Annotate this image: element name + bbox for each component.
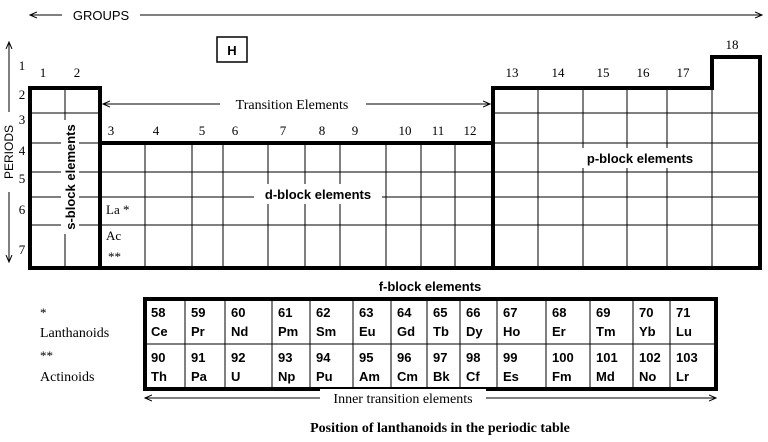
group-number: 7 bbox=[279, 123, 287, 138]
groups-label: GROUPS bbox=[72, 8, 130, 23]
actinoid-symbol: No bbox=[639, 369, 657, 384]
period-number: 7 bbox=[18, 242, 26, 257]
lanthanoid-symbol: Dy bbox=[466, 324, 483, 339]
lanthanoid-symbol: Nd bbox=[231, 324, 249, 339]
inner-transition-label: Inner transition elements bbox=[333, 392, 473, 407]
group-number: 6 bbox=[231, 123, 239, 138]
lanthanoid-symbol: Ho bbox=[503, 324, 521, 339]
lanthanoid-symbol: Pm bbox=[278, 324, 299, 339]
actinoid-symbol: Np bbox=[278, 369, 296, 384]
lanthanoid-atomic-number: 68 bbox=[552, 305, 567, 320]
lanthanoid-symbol: Tb bbox=[433, 324, 449, 339]
actinoid-star: ** bbox=[40, 348, 53, 363]
lanthanoid-symbol: Gd bbox=[397, 324, 416, 339]
group-number: 1 bbox=[39, 65, 47, 80]
actinium-marker: Ac bbox=[106, 228, 122, 243]
f-block-table bbox=[145, 299, 716, 389]
figure-caption: Position of lanthanoids in the periodic table bbox=[310, 421, 570, 436]
lanthanoid-atomic-number: 71 bbox=[676, 305, 691, 320]
period-number: 5 bbox=[18, 171, 26, 186]
group-number: 4 bbox=[152, 123, 160, 138]
group-number: 14 bbox=[551, 65, 565, 80]
lanthanoid-star: * bbox=[40, 305, 47, 320]
lanthanoid-atomic-number: 62 bbox=[316, 305, 331, 320]
actinoid-atomic-number: 102 bbox=[639, 350, 661, 365]
actinoid-symbol: Cf bbox=[466, 369, 480, 384]
group-number: 16 bbox=[636, 65, 650, 80]
actinoid-symbol: Pu bbox=[316, 369, 333, 384]
group-number: 13 bbox=[505, 65, 519, 80]
lanthanoid-symbol: Pr bbox=[191, 324, 205, 339]
lanthanoids-label: Lanthanoids bbox=[40, 326, 110, 341]
d-block-label: d-block elements bbox=[264, 187, 372, 202]
actinoid-atomic-number: 91 bbox=[191, 350, 206, 365]
actinoid-atomic-number: 97 bbox=[433, 350, 448, 365]
hydrogen-symbol: H bbox=[227, 43, 237, 58]
actinoid-atomic-number: 100 bbox=[552, 350, 574, 365]
actinoid-atomic-number: 98 bbox=[466, 350, 481, 365]
periods-label: PERIODS bbox=[2, 124, 16, 180]
period-numbers bbox=[19, 58, 26, 257]
lanthanoid-symbol: Tm bbox=[596, 324, 616, 339]
actinoid-star-marker: ** bbox=[108, 249, 121, 264]
actinoid-atomic-number: 90 bbox=[151, 350, 166, 365]
transition-elements-label: Transition Elements bbox=[235, 98, 349, 113]
period-number: 3 bbox=[18, 112, 26, 127]
actinoid-symbol: Pa bbox=[191, 369, 207, 384]
lanthanoid-atomic-number: 69 bbox=[596, 305, 611, 320]
lanthanoid-atomic-number: 63 bbox=[359, 305, 374, 320]
group-number: 10 bbox=[398, 123, 412, 138]
lanthanoid-symbol: Er bbox=[552, 324, 566, 339]
period-number: 2 bbox=[18, 87, 26, 102]
s-block-label: s-block elements bbox=[63, 124, 78, 230]
p-block-label: p-block elements bbox=[586, 151, 694, 166]
actinoid-symbol: Es bbox=[503, 369, 519, 384]
lanthanoid-atomic-number: 67 bbox=[503, 305, 518, 320]
lanthanum-marker: La * bbox=[106, 202, 130, 217]
group-number: 12 bbox=[463, 123, 477, 138]
lanthanoid-symbol: Yb bbox=[639, 324, 656, 339]
actinoid-atomic-number: 93 bbox=[278, 350, 293, 365]
lanthanoid-symbol: Sm bbox=[316, 324, 337, 339]
actinoid-atomic-number: 101 bbox=[596, 350, 618, 365]
lanthanoid-atomic-number: 58 bbox=[151, 305, 166, 320]
lanthanoid-symbol: Lu bbox=[676, 324, 692, 339]
group-number: 17 bbox=[676, 65, 690, 80]
lanthanoid-atomic-number: 64 bbox=[397, 305, 412, 320]
actinoid-symbol: Th bbox=[151, 369, 167, 384]
period-number: 4 bbox=[18, 143, 26, 158]
actinoid-atomic-number: 92 bbox=[231, 350, 246, 365]
table-grid bbox=[30, 88, 760, 268]
lanthanoid-atomic-number: 61 bbox=[278, 305, 293, 320]
actinoid-atomic-number: 95 bbox=[359, 350, 374, 365]
actinoid-symbol: Fm bbox=[552, 369, 572, 384]
lanthanoid-symbol: Ce bbox=[151, 324, 168, 339]
group-number: 3 bbox=[107, 123, 115, 138]
lanthanoid-atomic-number: 66 bbox=[466, 305, 481, 320]
lanthanoid-symbol: Eu bbox=[359, 324, 376, 339]
actinoids-label: Actinoids bbox=[40, 370, 95, 385]
actinoid-symbol: Md bbox=[596, 369, 615, 384]
group-number: 5 bbox=[198, 123, 206, 138]
period-number: 1 bbox=[18, 58, 26, 73]
actinoid-symbol: Cm bbox=[397, 369, 418, 384]
lanthanoid-atomic-number: 65 bbox=[433, 305, 448, 320]
group-number: 9 bbox=[351, 123, 359, 138]
group-number: 2 bbox=[73, 65, 81, 80]
group-number: 11 bbox=[431, 123, 445, 138]
actinoid-symbol: Am bbox=[359, 369, 380, 384]
lanthanoid-atomic-number: 60 bbox=[231, 305, 246, 320]
group-number: 18 bbox=[725, 37, 739, 52]
actinoid-atomic-number: 99 bbox=[503, 350, 518, 365]
group-number: 8 bbox=[318, 123, 326, 138]
actinoid-atomic-number: 96 bbox=[397, 350, 412, 365]
actinoid-symbol: U bbox=[231, 369, 241, 384]
actinoid-atomic-number: 94 bbox=[316, 350, 331, 365]
f-block-label: f-block elements bbox=[378, 279, 482, 294]
group-number: 15 bbox=[596, 65, 610, 80]
actinoid-symbol: Bk bbox=[433, 369, 450, 384]
lanthanoid-atomic-number: 59 bbox=[191, 305, 206, 320]
lanthanoid-atomic-number: 70 bbox=[639, 305, 654, 320]
actinoid-symbol: Lr bbox=[676, 369, 689, 384]
actinoid-atomic-number: 103 bbox=[676, 350, 698, 365]
period-number: 6 bbox=[18, 202, 26, 217]
